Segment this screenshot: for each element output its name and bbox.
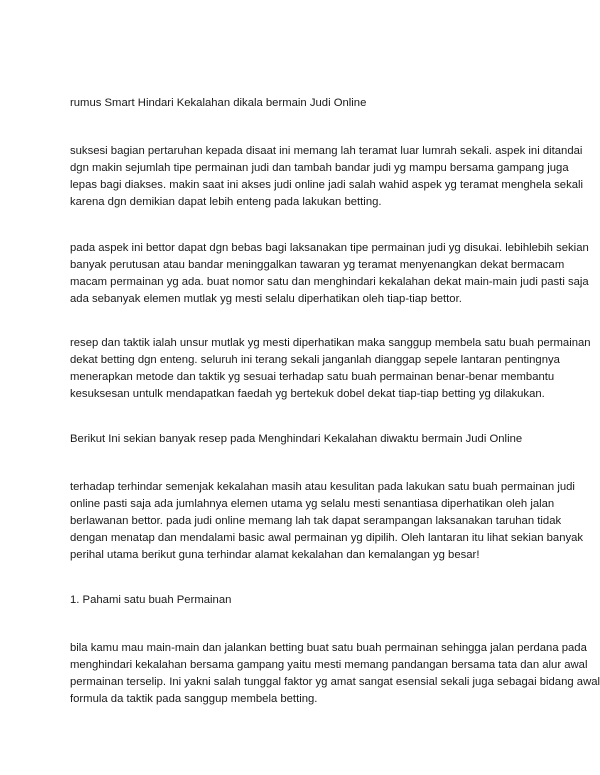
- paragraph-line: kesuksesan untulk mendapatkan faedah yg bertekuk dobel dekat tiap-tiap betting yg dilakukan.: [70, 388, 545, 400]
- paragraph-line: ada sebanyak elemen mutlak yg mesti selalu diperhatikan oleh tiap-tiap bettor.: [70, 293, 462, 305]
- section-1-heading: [70, 592, 540, 609]
- paragraph-5: [70, 640, 600, 708]
- paragraph-line: pada aspek ini bettor dapat dgn bebas bagi laksanakan tipe permainan judi yg disukai. lebihlebih sekian: [70, 242, 589, 254]
- paragraph-4: [70, 479, 584, 564]
- paragraph-line: menghindari kekalahan bersama gampang yaitu mesti memang pandangan bersama tata dan alur awal: [70, 659, 588, 671]
- paragraph-line: lepas bagi diakses. makin saat ini akses judi online jadi salah wahid aspek yg teramat menghela sekali: [70, 179, 584, 191]
- paragraph-line: berlawanan bettor. pada judi online memang lah tak dapat serampangan laksanakan taruhan tidak: [70, 515, 562, 527]
- paragraph-2: [70, 240, 589, 308]
- paragraph-line: dekat betting dgn enteng. seluruh ini terang sekali janganlah dianggap sepele lantaran pentingnya: [70, 354, 560, 366]
- section-heading-text: 1. Pahami satu buah Permainan: [70, 594, 232, 606]
- paragraph-1: [70, 143, 584, 211]
- paragraph-line: karena dgn demikian dapat lebih enteng pada lakukan betting.: [70, 196, 382, 208]
- paragraph-line: online pasti saja ada jumlahnya elemen utama yg selalu mesti senantiasa diperhatikan oleh jalan: [70, 498, 555, 510]
- paragraph-line: resep dan taktik ialah unsur mutlak yg mesti diperhatikan maka sanggup membela satu buah permainan: [70, 337, 591, 349]
- paragraph-line: banyak perutusan atau bandar meninggalkan tawaran yg teramat menyenangkan dekat bermacam: [70, 259, 565, 271]
- subtitle-text: Berikut Ini sekian banyak resep pada Menghindari Kekalahan diwaktu bermain Judi Online: [70, 433, 523, 445]
- document-title: [70, 95, 540, 112]
- paragraph-line: suksesi bagian pertaruhan kepada disaat ini memang lah teramat luar lumrah sekali. aspek ini ditandai: [70, 145, 583, 157]
- paragraph-line: macam permainan yg ada. buat nomor satu dan menghindari kekalahan dekat main-main judi pasti saja: [70, 276, 589, 288]
- paragraph-line: permainan terselip. Ini yakni salah tunggal faktor yg amat sangat esensial sekali juga sebagai bidang awal: [70, 676, 600, 688]
- paragraph-line: bila kamu mau main-main dan jalankan betting buat satu buah permainan sehingga jalan perdana pada: [70, 642, 587, 654]
- paragraph-line: dgn makin sejumlah tipe permainan judi dan tambah bandar judi yg mampu bersama gampang juga: [70, 162, 569, 174]
- subtitle: [70, 431, 540, 448]
- paragraph-line: dengan menatap dan mendalami basic awal permainan yg dipilih. Oleh lantaran itu lihat sekian banyak: [70, 532, 584, 544]
- paragraph-line: perihal utama berikut guna terhindar alamat kekalahan dan kemalangan yg besar!: [70, 549, 480, 561]
- paragraph-line: formula da taktik pada sanggup membela betting.: [70, 693, 318, 705]
- paragraph-line: terhadap terhindar semenjak kekalahan masih atau kesulitan pada lakukan satu buah permainan judi: [70, 481, 575, 493]
- paragraph-3: [70, 335, 591, 403]
- title-text: rumus Smart Hindari Kekalahan dikala bermain Judi Online: [70, 97, 367, 109]
- paragraph-line: menerapkan metode dan taktik yg sesuai terhadap satu buah permainan benar-benar membantu: [70, 371, 555, 383]
